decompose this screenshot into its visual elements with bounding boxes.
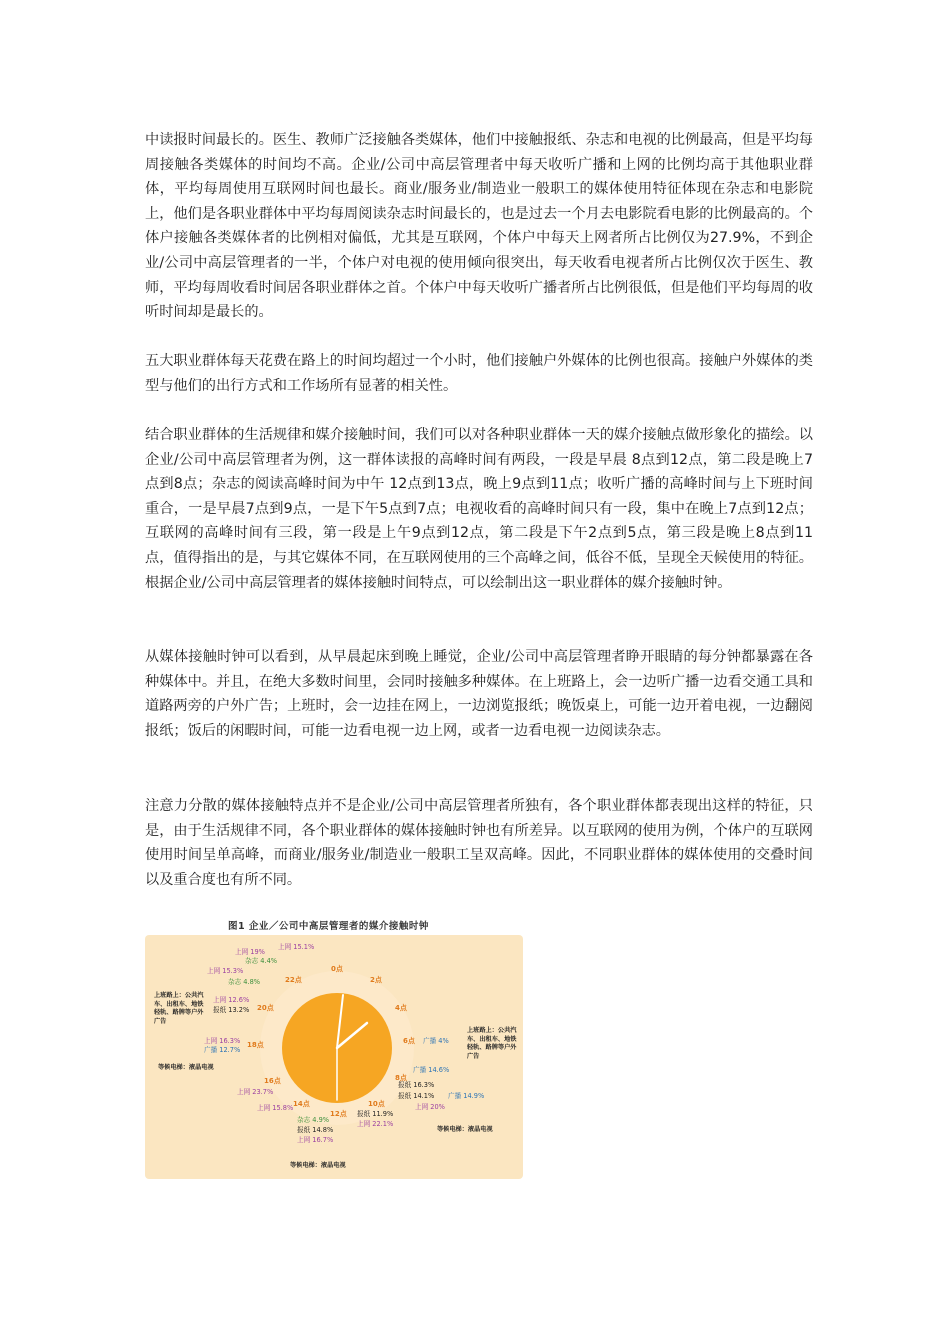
hour-label-6: 6点: [403, 1037, 415, 1045]
note-elevator-bottom: 等候电梯：液晶电视: [290, 1162, 346, 1169]
label-newspaper-14-8: 报纸 14.8%: [297, 1126, 334, 1134]
hour-label-22: 22点: [285, 976, 302, 984]
label-magazine-4-8: 杂志 4.8%: [228, 978, 261, 986]
label-radio-14-6: 广播 14.6%: [413, 1066, 450, 1074]
label-internet-16-3: 上网 16.3%: [204, 1037, 241, 1045]
label-internet-15-1: 上网 15.1%: [278, 943, 315, 951]
hour-label-8: 8点: [395, 1074, 407, 1082]
label-internet-19: 上网 19%: [235, 948, 265, 956]
hour-label-16: 16点: [264, 1077, 281, 1085]
note-commute-left: 上班路上：公共汽车、出租车、地铁轻轨、路牌等户外广告: [154, 992, 204, 1025]
note-elevator-left: 等候电梯：液晶电视: [158, 1064, 214, 1071]
label-newspaper-14-1: 报纸 14.1%: [398, 1092, 435, 1100]
label-internet-23-7: 上网 23.7%: [237, 1088, 274, 1096]
label-radio-14-9: 广播 14.9%: [448, 1092, 485, 1100]
label-newspaper-11-9: 报纸 11.9%: [357, 1110, 394, 1118]
hour-label-4: 4点: [395, 1004, 407, 1012]
note-commute-right: 上班路上：公共汽车、出租车、地铁轻轨、路牌等户外广告: [467, 1027, 517, 1060]
label-internet-15-3: 上网 15.3%: [207, 967, 244, 975]
label-radio-12-7: 广播 12.7%: [204, 1046, 241, 1054]
figure-title: 图1 企业／公司中高层管理者的媒介接触时钟: [228, 921, 429, 932]
hour-label-14: 14点: [293, 1100, 310, 1108]
paragraph-4: 从媒体接触时钟可以看到，从早晨起床到晚上睡觉，企业/公司中高层管理者睁开眼睛的每分钟都暴露在各种媒体中。并且，在绝大多数时间里，会同时接触多种媒体。在上班路上，会一边听广播一边看交通工具和道路两旁的户外广告；上班时，会一边挂在网上，一边浏览报纸；晚饭桌上，可能一边开着电视，一边翻阅报纸；饭后的闲暇时间，可能一边看电视一边上网，或者一边看电视一边阅读杂志。: [145, 649, 813, 739]
hour-label-10: 10点: [368, 1100, 385, 1108]
label-internet-16-7: 上网 16.7%: [297, 1136, 334, 1144]
label-internet-12-6: 上网 12.6%: [213, 996, 250, 1004]
hour-label-18: 18点: [247, 1041, 264, 1049]
label-internet-15-8: 上网 15.8%: [257, 1104, 294, 1112]
label-newspaper-13-2: 报纸 13.2%: [213, 1006, 250, 1014]
media-clock-figure: [145, 935, 523, 1179]
hour-label-20: 20点: [257, 1004, 274, 1012]
paragraph-2: 五大职业群体每天花费在路上的时间均超过一个小时，他们接触户外媒体的比例也很高。接触户外媒体的类型与他们的出行方式和工作场所有显著的相关性。: [145, 353, 813, 394]
paragraph-5: 注意力分散的媒体接触特点并不是企业/公司中高层管理者所独有，各个职业群体都表现出这样的特征，只是，由于生活规律不同，各个职业群体的媒体接触时钟也有所差异。以互联网的使用为例，个体户的互联网使用时间呈单高峰，而商业/服务业/制造业一般职工呈双高峰。因此，不同职业群体的媒体使用的交叠时间以及重合度也有所不同。: [145, 798, 813, 888]
hour-label-12: 12点: [330, 1110, 347, 1118]
note-elevator-right: 等候电梯：液晶电视: [437, 1126, 493, 1133]
paragraph-3: 结合职业群体的生活规律和媒介接触时间，我们可以对各种职业群体一天的媒介接触点做形象化的描绘。以企业/公司中高层管理者为例，这一群体读报的高峰时间有两段，一段是早晨 8点到12点，第二段是晚上7点到8点；杂志的阅读高峰时间为中午 12点到13点，晚上9点到11点；收听广播的高峰时间与上下班时间重合，一是早晨7点到9点，一是下午5点到7点；电视收看的高峰时间只有一段，集中在晚上7点到12点；互联网的高峰时间有三段，第一段是上午9点到12点，第二段是下午2点到5点，第三段是晚上8点到11点，值得指出的是，与其它媒体不同，在互联网使用的三个高峰之间，低谷不低，呈现全天候使用的特征。根据企业/公司中高层管理者的媒体接触时间特点，可以绘制出这一职业群体的媒介接触时钟。: [145, 427, 813, 591]
hour-label-2: 2点: [370, 976, 382, 984]
label-radio-4: 广播 4%: [423, 1037, 449, 1045]
hour-label-0: 0点: [331, 965, 343, 973]
label-magazine-4-4: 杂志 4.4%: [245, 957, 278, 965]
label-newspaper-16-3: 报纸 16.3%: [398, 1081, 435, 1089]
paragraph-1: 中读报时间最长的。医生、教师广泛接触各类媒体，他们中接触报纸、杂志和电视的比例最高，但是平均每周接触各类媒体的时间均不高。企业/公司中高层管理者中每天收听广播和上网的比例均高于其他职业群体，平均每周使用互联网时间也最长。商业/服务业/制造业一般职工的媒体使用特征体现在杂志和电影院上，他们是各职业群体中平均每周阅读杂志时间最长的，也是过去一个月去电影院看电影的比例最高的。个体户接触各类媒体者的比例相对偏低，尤其是互联网，个体户中每天上网者所占比例仅为27.9%，不到企业/公司中高层管理者的一半，个体户对电视的使用倾向很突出，每天收看电视者所占比例仅次于医生、教师，平均每周收看时间居各职业群体之首。个体户中每天收听广播者所占比例很低，但是他们平均每周的收听时间却是最长的。: [145, 132, 813, 321]
label-magazine-4-9: 杂志 4.9%: [297, 1116, 330, 1124]
label-internet-22-1: 上网 22.1%: [357, 1120, 394, 1128]
label-internet-20: 上网 20%: [415, 1103, 445, 1111]
